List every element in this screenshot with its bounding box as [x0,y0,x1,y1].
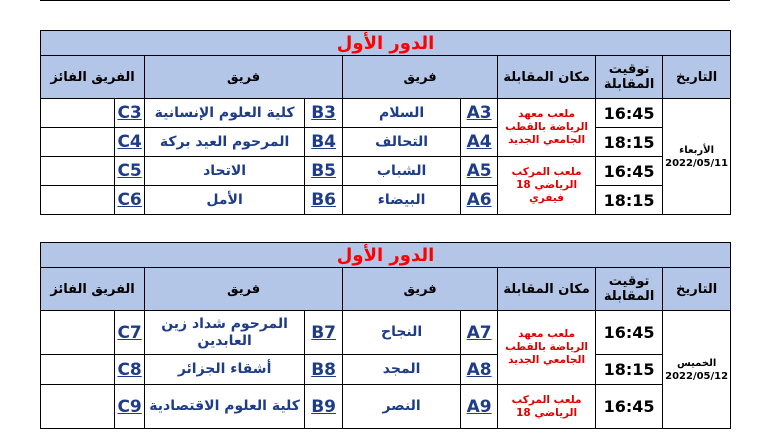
header-date: التاريخ [663,268,731,311]
team-b-name: الأمل [145,186,305,215]
header-team-a: فريق [343,268,498,311]
team-a-name: النجاح [343,311,461,355]
header-team-a: فريق [343,56,498,99]
winner-name [41,157,115,186]
header-date: التاريخ [663,56,731,99]
date-label: 2022/05/11 [665,157,729,169]
team-a-code[interactable]: A8 [461,355,498,385]
header-venue: مكان المقابلة [498,56,596,99]
team-b-code[interactable]: B7 [305,311,343,355]
team-b-name: المرحوم شداد زين العابدين [145,311,305,355]
schedule-table-2 [40,242,731,429]
time-cell: 18:15 [596,355,663,385]
team-a-code[interactable]: A9 [461,385,498,429]
team-b-code[interactable]: B4 [305,128,343,157]
team-a-code[interactable]: A3 [461,99,498,128]
team-b-name: أشقاء الجزائر [145,355,305,385]
team-b-name: المرحوم العيد بركة [145,128,305,157]
date-cell [663,99,731,215]
winner-name [41,186,115,215]
venue-cell: ملعب المركب الرياضي 18 فيفري [498,157,596,215]
header-team-b: فريق [145,268,343,311]
header-winner: الفريق الفائز [41,268,145,311]
day-label: الأربعاء [679,144,715,156]
team-a-name: الشباب [343,157,461,186]
header-team-b: فريق [145,56,343,99]
winner-name [41,128,115,157]
team-a-code[interactable]: A4 [461,128,498,157]
round-title: الدور الأول [41,243,731,268]
time-cell: 16:45 [596,99,663,128]
winner-code[interactable]: C6 [115,186,145,215]
winner-code[interactable]: C3 [115,99,145,128]
team-a-name: النصر [343,385,461,429]
date-cell [663,311,731,429]
venue-cell: ملعب المركب الرياضي 18 [498,385,596,429]
team-a-code[interactable]: A6 [461,186,498,215]
winner-code[interactable]: C4 [115,128,145,157]
top-rule [40,0,730,1]
team-b-code[interactable]: B6 [305,186,343,215]
winner-name [41,385,115,429]
team-b-code[interactable]: B8 [305,355,343,385]
venue-cell: ملعب معهد الرياضة بالقطب الجامعي الجديد [498,311,596,385]
header-winner: الفريق الفائز [41,56,145,99]
team-b-code[interactable]: B9 [305,385,343,429]
time-cell: 16:45 [596,157,663,186]
team-a-name: السلام [343,99,461,128]
schedule-table-1 [40,30,731,215]
winner-code[interactable]: C8 [115,355,145,385]
team-b-name: الاتحاد [145,157,305,186]
team-a-name: البيضاء [343,186,461,215]
winner-name [41,99,115,128]
header-venue: مكان المقابلة [498,268,596,311]
time-cell: 16:45 [596,311,663,355]
team-a-name: المجد [343,355,461,385]
team-a-code[interactable]: A5 [461,157,498,186]
venue-cell: ملعب معهد الرياضة بالقطب الجامعي الجديد [498,99,596,157]
time-cell: 16:45 [596,385,663,429]
winner-code[interactable]: C7 [115,311,145,355]
header-time: توقيت المقابلة [596,56,663,99]
team-b-name: كلية العلوم الإنسانية [145,99,305,128]
time-cell: 18:15 [596,128,663,157]
winner-code[interactable]: C5 [115,157,145,186]
team-b-code[interactable]: B3 [305,99,343,128]
team-a-name: التحالف [343,128,461,157]
winner-code[interactable]: C9 [115,385,145,429]
header-time: توقيت المقابلة [596,268,663,311]
winner-name [41,355,115,385]
date-label: 2022/05/12 [665,370,729,382]
day-label: الخميس [676,357,717,369]
winner-name [41,311,115,355]
team-b-name: كلية العلوم الاقتصادية [145,385,305,429]
round-title: الدور الأول [41,31,731,56]
team-b-code[interactable]: B5 [305,157,343,186]
time-cell: 18:15 [596,186,663,215]
team-a-code[interactable]: A7 [461,311,498,355]
